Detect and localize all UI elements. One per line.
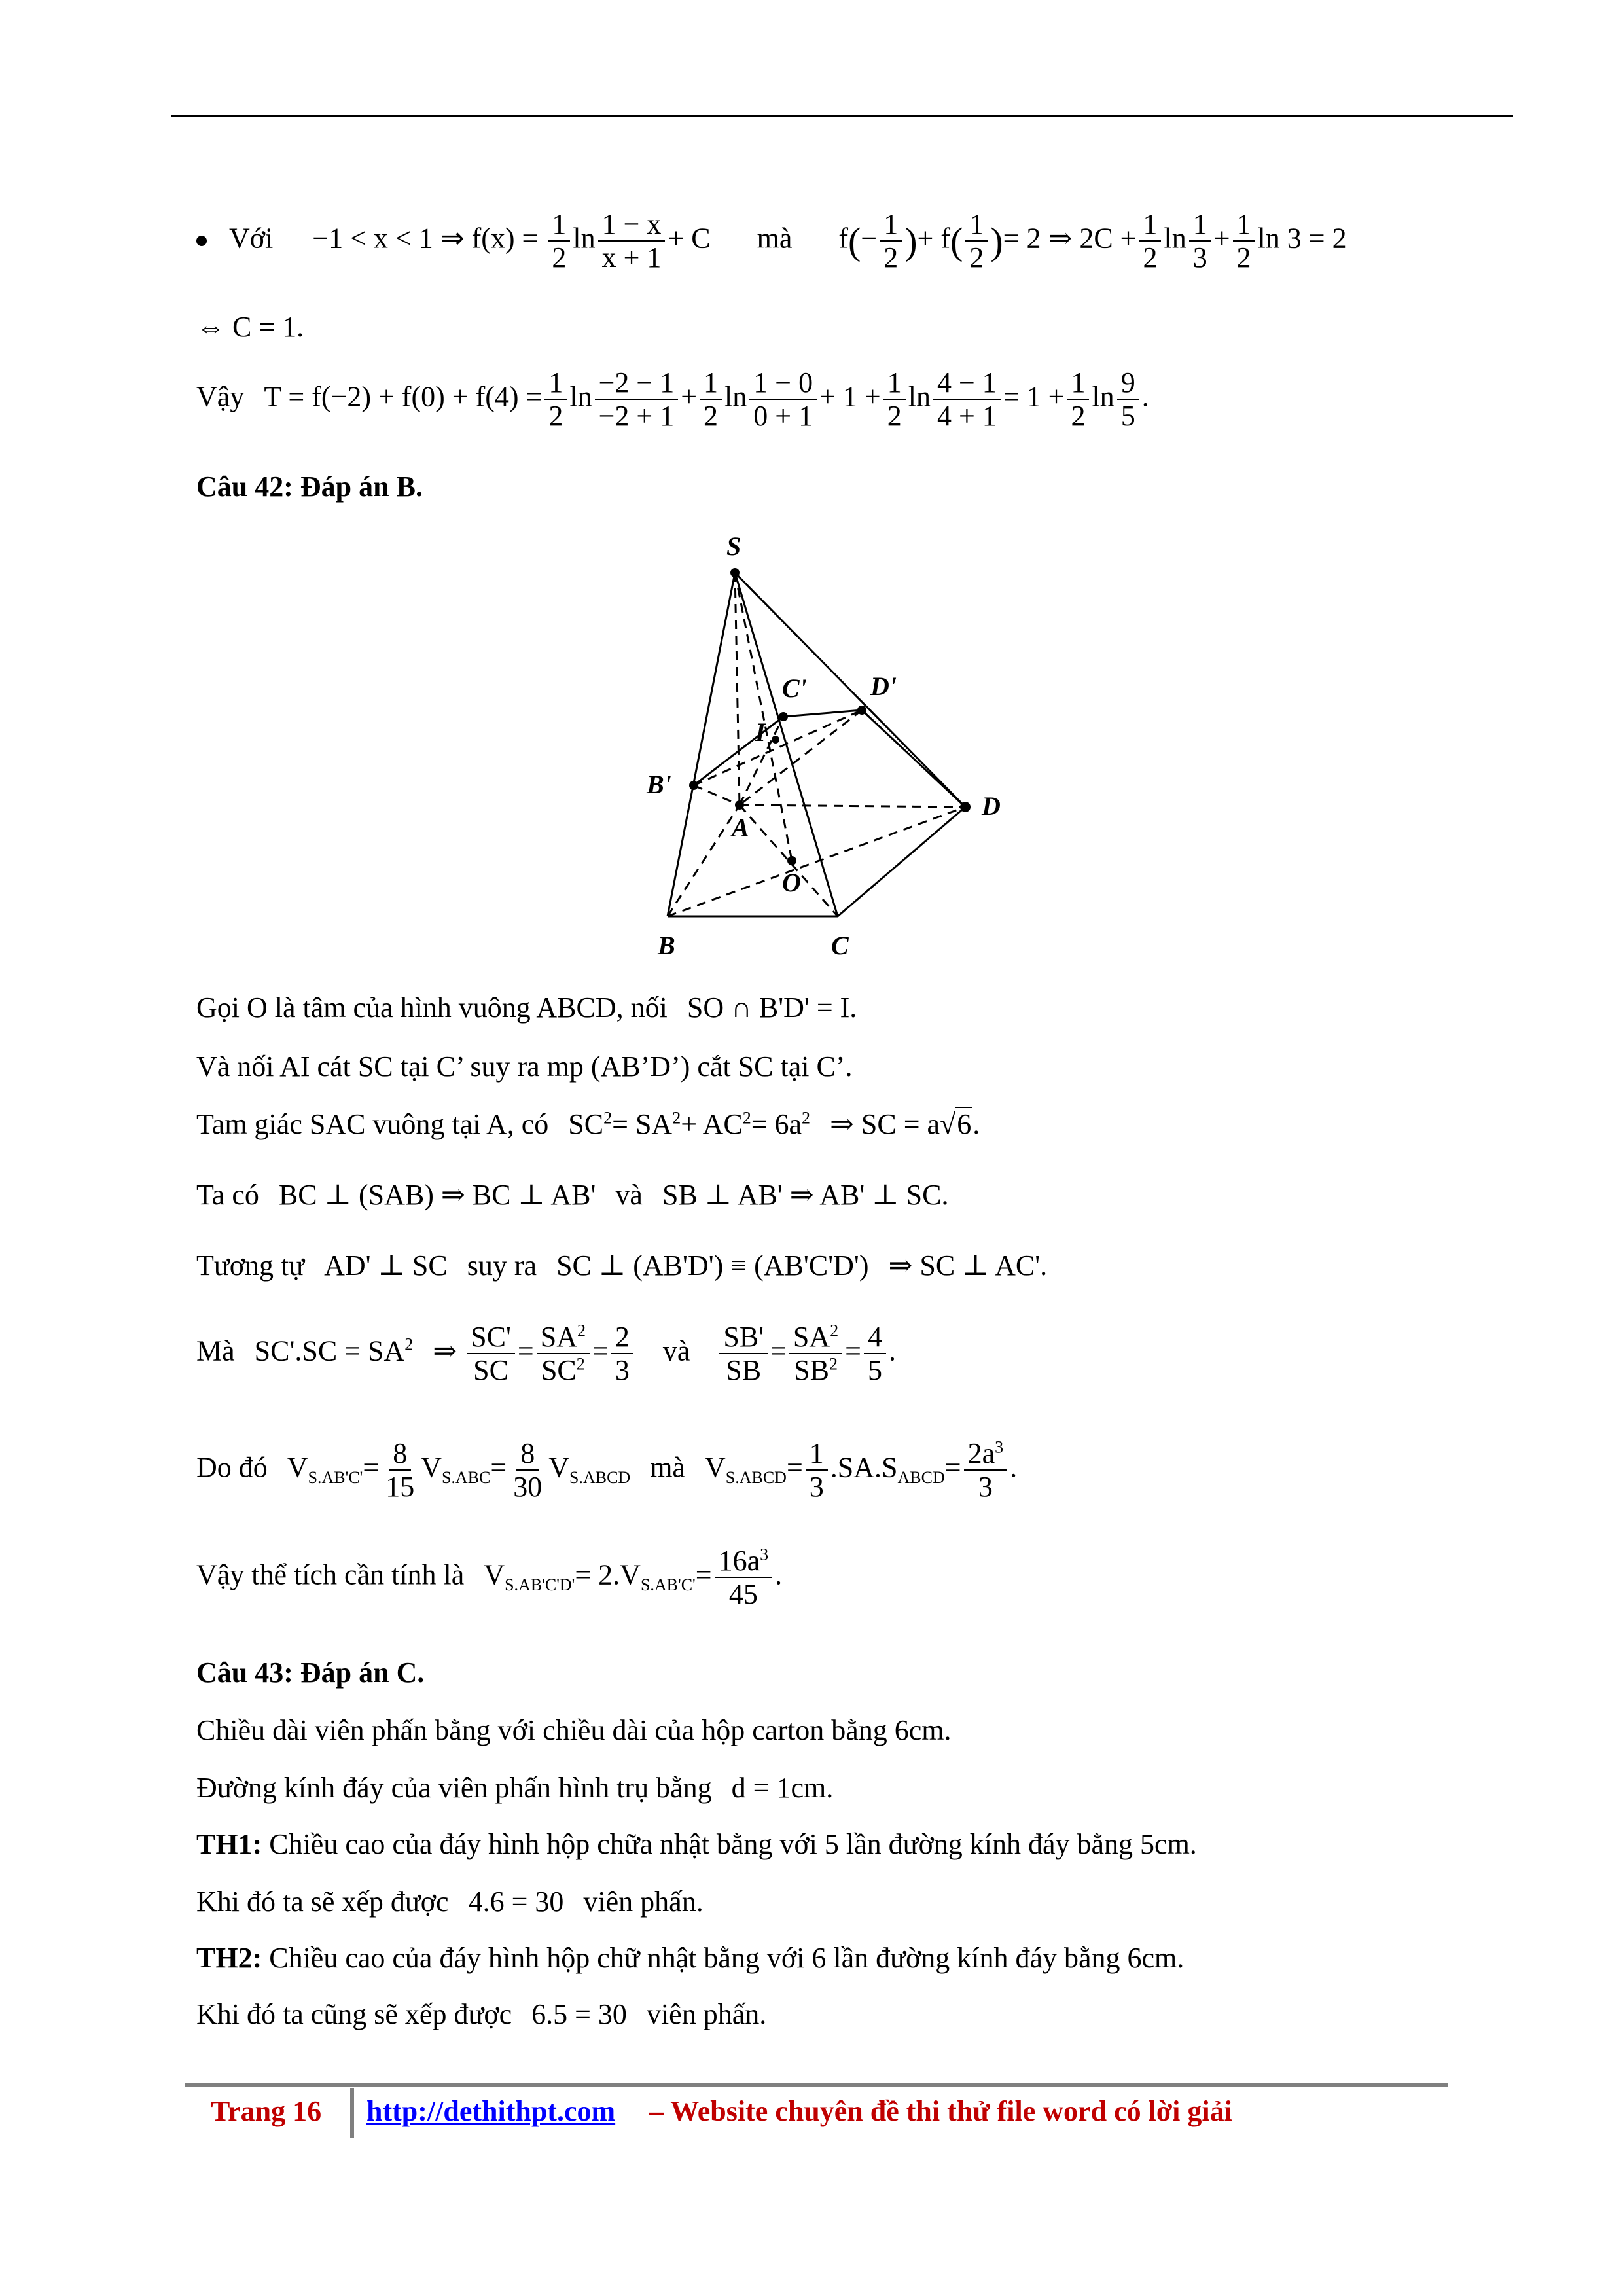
q42-heading: Câu 42: Đáp án B. (196, 471, 423, 503)
q42-line-4: Ta có BC ⊥ (SAB) ⇒ BC ⊥ AB' và SB ⊥ AB' ⇒ AB' ⊥ SC. (196, 1179, 949, 1211)
fraction: $\frac{1}{2}$ (548, 208, 570, 274)
footer-tagline: – Website chuyên đề thi thử file word có lời giải (649, 2095, 1232, 2127)
fraction: $\frac{1 - x}{x + 1}$ (598, 208, 666, 274)
fraction: $\frac{1 - 0}{0 + 1}$ (749, 367, 817, 433)
label-C-prime: C' (782, 673, 807, 703)
q43-line-6: Khi đó ta cũng sẽ xếp được 6.5 = 30 viên phấn. (196, 1998, 767, 2030)
q42-line-3: Tam giác SAC vuông tại A, có $SC^2= SA^2+ AC^2= 6a^2$ ⇒ SC = a√6. (196, 1108, 980, 1140)
q42-line-2: Và nối AI cát SC tại C’ suy ra mp (AB’D’) cắt SC tại C’. (196, 1050, 853, 1083)
fraction: $\frac{1}{2}$ (544, 367, 567, 433)
q42-line-1: Gọi O là tâm của hình vuông ABCD, nối SO ∩ B'D' = I. (196, 992, 857, 1024)
label-A: A (732, 813, 749, 842)
bullet-icon (196, 236, 207, 246)
q41-line-3: Vậy T = f(−2) + f(0) + f(4) = $\frac{1}{2}$ ln $\frac{-2 - 1}{-2 + 1}$ + $\frac{1}{2}$ ln $\frac{1 - 0}{0 + 1}$ + 1 + $\frac{1}{2}$ ln $\frac{4 - 1}{4 + 1}$ = 1 + $\frac{1}{2}$ ln $\frac{9}{5}$ . (196, 367, 1149, 433)
q43-line-2: Đường kính đáy của viên phấn hình trụ bằng d = 1cm. (196, 1772, 834, 1804)
fraction: $\frac{1}{2}$ (883, 367, 906, 433)
pyramid-figure (609, 524, 1027, 969)
q41-line-1: Với −1 < x < 1 ⇒ f(x) = $\frac{1}{2}$ ln $\frac{1 - x}{x + 1}$ + C mà f(− $\frac{1}{2}$ )+ f( $\frac{1}{2}$ )= 2 ⇒ 2C + $\frac{1}{2}$ ln $\frac{1}{3}$ + $\frac{1}{2}$ ln 3 = 2 (196, 208, 1347, 274)
q43-line-1: Chiều dài viên phấn bằng với chiều dài của hộp carton bằng 6cm. (196, 1714, 952, 1746)
label-O: O (782, 868, 801, 897)
q43-line-3: TH1: Chiều cao của đáy hình hộp chữa nhật bằng với 5 lần đường kính đáy bằng 5cm. (196, 1828, 1197, 1860)
fraction: $\frac{1}{2}$ (965, 208, 988, 274)
fraction: $\frac{-2 - 1}{-2 + 1}$ (595, 367, 679, 433)
q43-line-4: Khi đó ta sẽ xếp được 4.6 = 30 viên phấn. (196, 1886, 704, 1918)
page-number: Trang 16 (211, 2095, 322, 2127)
q42-line-8: Vậy thể tích cần tính là $V_{S.AB'C'D'}= 2.V_{S.AB'C'}=$ $\frac{16a^3}{45}$ . (196, 1545, 783, 1611)
label-C: C (831, 931, 849, 960)
q42-line-6: Mà $SC'.SC = SA^2$ ⇒ $\frac{SC'}{SC}$ = $\frac{SA^2}{SC^2}$ = $\frac{2}{3}$ và $\frac{SB'}{SB}$ = $\frac{SA^2}{SB^2}$ = $\frac{4}{5}$ . (196, 1321, 896, 1387)
label-B: B (658, 931, 675, 960)
fraction: $\frac{1}{2}$ (1139, 208, 1161, 274)
label-D-prime: D' (870, 672, 897, 701)
q42-line-5: Tương tự AD' ⊥ SC suy ra SC ⊥ (AB'D') ≡ (AB'C'D') ⇒ SC ⊥ AC'. (196, 1249, 1048, 1282)
label-S: S (726, 531, 741, 561)
q42-line-7: Do đó $V_{S.AB'C'}=$ $\frac{8}{15}$ $V_{S.ABC}=$ $\frac{8}{30}$ $V_{S.ABCD}$ mà $V_{S.ABCD}=$ $\frac{1}{3}$ $.SA.S_{ABCD}=$ $\frac{2a^3}{3}$ . (196, 1437, 1018, 1503)
fraction: $\frac{4 - 1}{4 + 1}$ (933, 367, 1001, 433)
fraction: $\frac{1}{2}$ (700, 367, 722, 433)
header-rule (171, 115, 1513, 117)
q43-heading: Câu 43: Đáp án C. (196, 1657, 425, 1689)
q43-line-5: TH2: Chiều cao của đáy hình hộp chữ nhật bằng với 6 lần đường kính đáy bằng 6cm. (196, 1942, 1185, 1974)
fraction: $\frac{1}{2}$ (880, 208, 902, 274)
fraction: $\frac{1}{2}$ (1067, 367, 1089, 433)
label-D: D (982, 791, 1001, 821)
label-I: I (755, 717, 766, 747)
label-B-prime: B' (647, 770, 671, 799)
fraction: $\frac{9}{5}$ (1117, 367, 1139, 433)
footer-rule (185, 2083, 1448, 2087)
q41-line-2: ⇔ C = 1. (196, 311, 304, 343)
fraction: $\frac{1}{2}$ (1233, 208, 1255, 274)
website-link[interactable]: http://dethithpt.com (366, 2095, 616, 2127)
fraction: $\frac{1}{3}$ (1189, 208, 1211, 274)
footer-separator (350, 2088, 354, 2138)
